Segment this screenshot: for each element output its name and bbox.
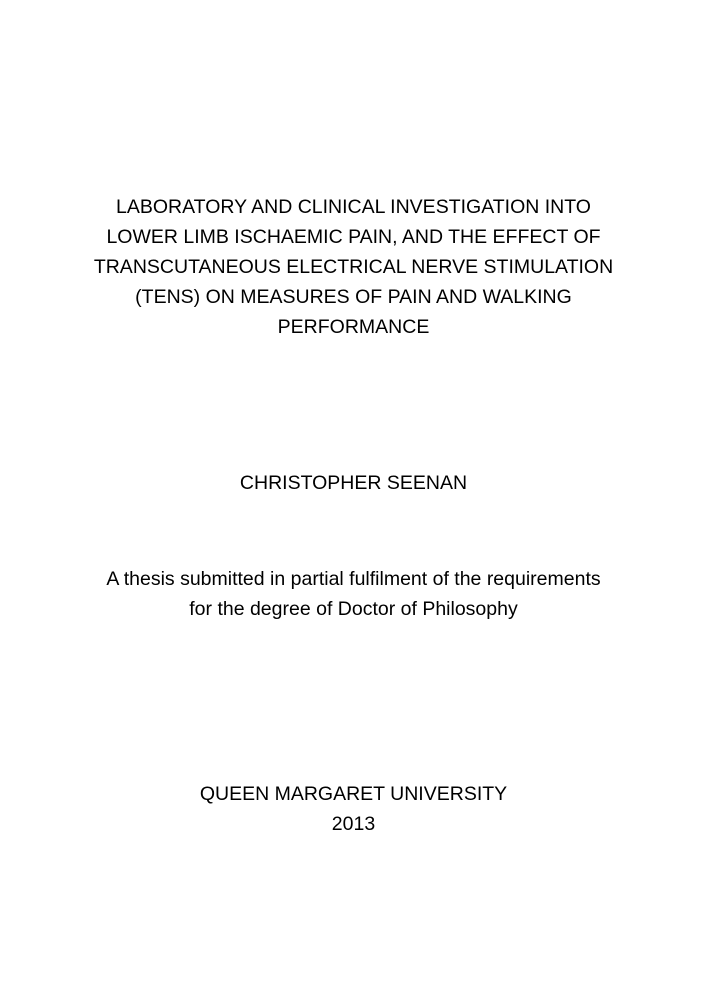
submission-year: 2013	[331, 813, 376, 835]
author-line: CHRISTOPHER SEENAN	[239, 472, 468, 494]
title-line: TRANSCUTANEOUS ELECTRICAL NERVE STIMULATION	[93, 256, 614, 278]
statement-line: for the degree of Doctor of Philosophy	[189, 598, 518, 620]
title-line: PERFORMANCE	[277, 316, 430, 338]
thesis-title	[40, 192, 667, 342]
institution-block	[40, 779, 667, 839]
degree-statement	[40, 564, 667, 624]
statement-line: A thesis submitted in partial fulfilment of the requirements	[106, 568, 601, 590]
author-name	[40, 468, 667, 498]
title-line: (TENS) ON MEASURES OF PAIN AND WALKING	[135, 286, 572, 308]
title-line: LABORATORY AND CLINICAL INVESTIGATION INTO	[116, 196, 591, 218]
title-line: LOWER LIMB ISCHAEMIC PAIN, AND THE EFFECT OF	[106, 226, 601, 248]
institution-name: QUEEN MARGARET UNIVERSITY	[199, 783, 508, 805]
